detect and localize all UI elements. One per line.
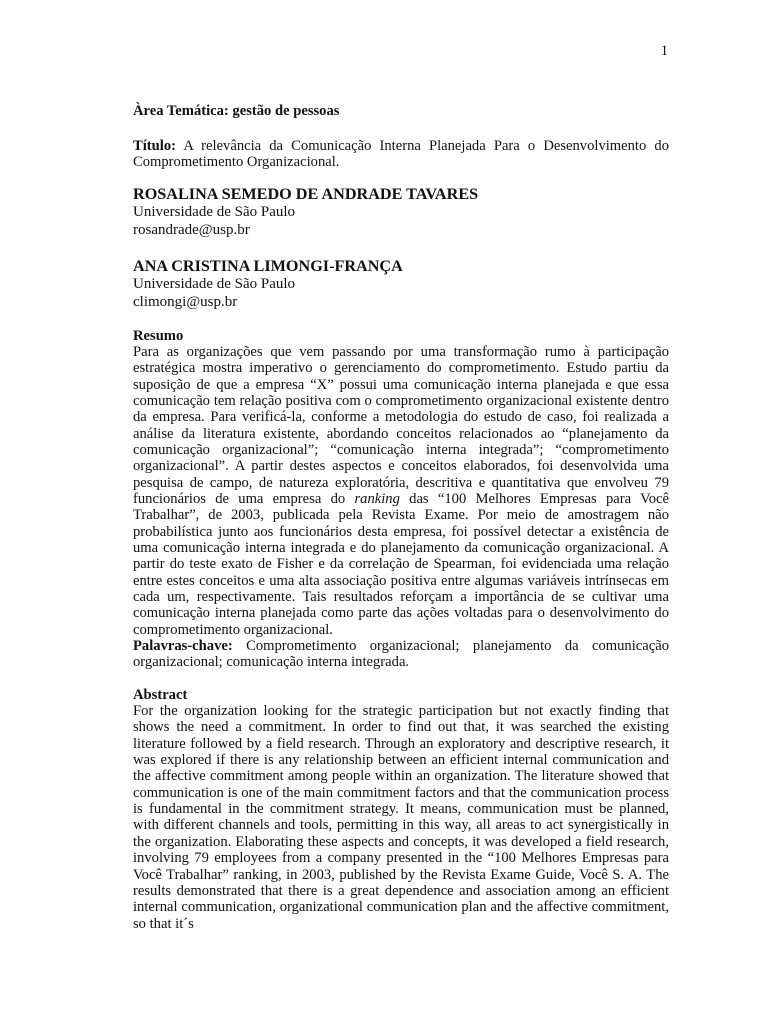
author-affiliation: Universidade de São Paulo [133,275,296,292]
abstract-heading: Abstract [133,686,188,703]
author-affiliation: Universidade de São Paulo [133,203,296,220]
abstract-section [133,687,669,932]
author-email: climongi@usp.br [133,293,238,310]
resumo-paragraph [133,344,669,638]
resumo-italic-word: ranking [354,490,400,507]
thematic-area: Àrea Temática: gestão de pessoas [133,103,340,119]
resumo-text-part2: das “100 Melhores Empresas para Você Trabalhar”, de 2003, publicada pela Revista Exame. Por meio de amostragem não probabilística junto aos funcionários desta empresa, foi possível detectar a existência de uma comunicação interna integrada e do planejamento da comunicação organizacional. A partir do teste exato de Fisher e da correlação de Spearman, foi evidenciada uma relação entre estes conceitos e uma alta associação positiva entre algumas variáveis intrínsecas em cada um, respectivamente. Tais resultados reforçam a importância de se cultivar uma comunicação interna planejada como parte das ações voltadas para o desenvolvimento do comprometimento organizacional. [133,490,669,638]
keywords-text: Comprometimento organizacional; planejamento da comunicação organizacional; comunicação interna integrada. [133,638,669,671]
resumo-section [133,328,669,671]
keywords-paragraph [133,638,669,671]
title-text: A relevância da Comunicação Interna Planejada Para o Desenvolvimento do Comprometimento Organizacional. [133,138,669,171]
author-block [133,257,669,311]
title-label: Título: [133,138,176,154]
resumo-heading: Resumo [133,327,184,344]
author-name: ANA CRISTINA LIMONGI-FRANÇA [133,256,403,275]
author-name: ROSALINA SEMEDO DE ANDRADE TAVARES [133,184,479,203]
author-email: rosandrade@usp.br [133,221,250,238]
abstract-paragraph: For the organization looking for the strategic participation but not exactly finding that shows the need a commitment. In order to find out that, it was searched the existing literature followed by a field research. Through an exploratory and descriptive research, it was explored if there is any relationship between an efficient internal communication and the affective commitment among people within an organization. The literature showed that communication is one of the main commitment factors and that the communication process is fundamental in the commitment strategy. It means, communication must be planned, with different channels and tools, permitting in this way, all areas to act synergistically in the organization. Elaborating these aspects and concepts, it was developed a field research, involving 79 employees from a company presented in the “100 Melhores Empresas para Você Trabalhar” ranking, in 2003, published by the Revista Exame Guide, Você S. A. The results demonstrated that there is a great dependence and association among an efficient internal communication, organizational communication plan and the affective commitment, so that it´s [133,703,669,932]
keywords-label: Palavras-chave: [133,638,233,655]
paper-title [133,138,669,171]
author-block [133,185,669,239]
resumo-text-part1: Para as organizações que vem passando por uma transformação rumo à participação estratégica mostra imperativo o gerenciamento do comprometimento. Estudo partiu da suposição de que a empresa “X” possui uma comunicação interna planejada e que essa comunicação tem relação positiva com o comprometimento organizacional existente dentro da empresa. Para verificá-la, conforme a metodologia do estudo de caso, foi realizada a análise da literatura existente, abordando conceitos relacionados ao “planejamento da comunicação organizacional”; “comunicação interna integrada”; “comprometimento organizacional”. A partir destes aspectos e conceitos elaborados, foi desenvolvida uma pesquisa de campo, de natureza exploratória, descritiva e quantitativa que envolveu 79 funcionários de uma empresa do [133,343,669,507]
paper-content [133,103,669,932]
page-number: 1 [660,43,668,59]
